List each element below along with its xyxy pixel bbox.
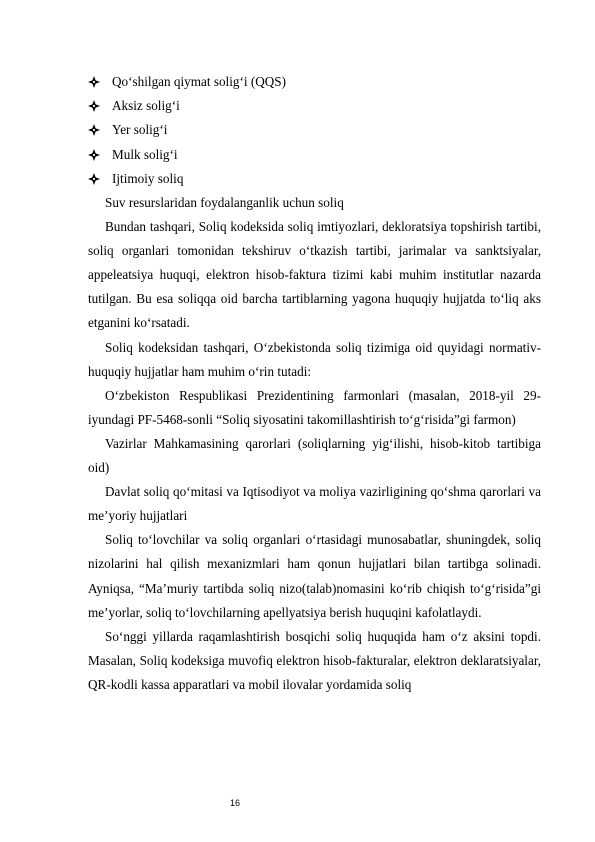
paragraph: Bundan tashqari, Soliq kodeksida soliq imtiyozlari, dekloratsiya topshirish tartibi, soliq organlari tomonidan tekshiruv o‘tkazish tartibi, jarimalar va sanktsiyalar, appeleatsiya huquqi, elektron hisob-faktura tizimi kabi muhim institutlar nazarda tutilgan. Bu esa soliqqa oid barcha tartiblarning yagona huquqiy hujjatda to‘liq aks etganini ko‘rsatadi. — [88, 219, 541, 331]
page-number: 16 — [230, 798, 241, 808]
diamond-bullet-icon — [88, 149, 112, 161]
diamond-bullet-icon — [88, 100, 112, 112]
list-item-text: Mulk solig‘i — [112, 146, 178, 162]
list-item-text: Yer solig‘i — [112, 122, 168, 138]
paragraph: Davlat soliq qo‘mitasi va Iqtisodiyot va moliya vazirligining qo‘shma qarorlari va me’yoriy hujjatlari — [88, 484, 541, 524]
paragraph: So‘nggi yillarda raqamlashtirish bosqichi soliq huquqida ham o‘z aksini topdi. Masalan, Soliq kodeksiga muvofiq elektron hisob-fakturalar, elektron deklaratsiyalar, QR-kodli kassa apparatlari va mobil ilovalar yordamida soliq — [88, 628, 541, 692]
diamond-bullet-icon — [88, 76, 112, 88]
list-item-text: Ijtimoiy soliq — [112, 170, 184, 186]
paragraph: Suv resurslaridan foydalanganlik uchun soliq — [105, 195, 344, 210]
paragraph: Vazirlar Mahkamasining qarorlari (soliqlarning yig‘ilishi, hisob-kitob tartibiga oid) — [88, 435, 541, 476]
paragraph: O‘zbekiston Respublikasi Prezidentining farmonlari (masalan, 2018-yil 29-iyundagi PF-5468-sonli “Soliq siyosatini takomillashtirish to‘g‘risida”gi farmon) — [88, 387, 541, 427]
list-item — [88, 167, 548, 191]
tax-list — [88, 70, 548, 191]
list-item — [88, 70, 548, 94]
paragraph: Soliq kodeksidan tashqari, O‘zbekistonda soliq tizimiga oid quyidagi normativ-huquqiy hujjatlar ham muhim o‘rin tutadi: — [88, 339, 541, 379]
list-item — [88, 94, 548, 118]
list-item — [88, 118, 548, 142]
body-text — [88, 191, 541, 697]
list-item-text: Aksiz solig‘i — [112, 98, 180, 114]
diamond-bullet-icon — [88, 124, 112, 136]
list-item-text: Qo‘shilgan qiymat solig‘i (QQS) — [112, 74, 286, 90]
diamond-bullet-icon — [88, 173, 112, 185]
paragraph: Soliq to‘lovchilar va soliq organlari o‘rtasidagi munosabatlar, shuningdek, soliq nizolarini hal qilish mexanizmlari ham qonun hujjatlari bilan tartibga solinadi. Ayniqsa, “Ma’muriy tartibda soliq nizo(talab)nomasini ko‘rib chiqish to‘g‘risida”gi me’yorlar, soliq to‘lovchilarning apellyatsiya berish huquqini kafolatlaydi. — [88, 532, 541, 620]
list-item — [88, 143, 548, 167]
